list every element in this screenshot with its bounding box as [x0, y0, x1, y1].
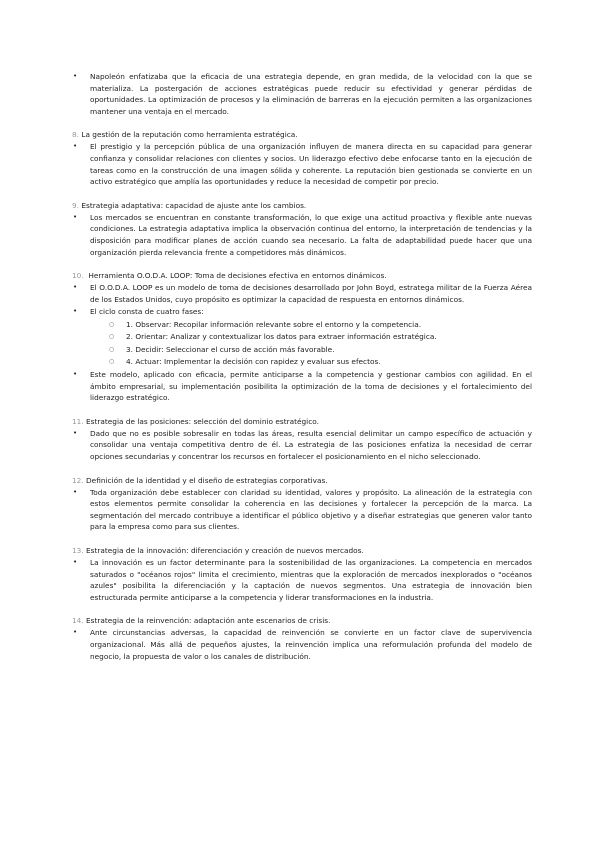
section-title: Definición de la identidad y el diseño de estrategias corporativas.: [86, 475, 328, 485]
bullet-list: [72, 212, 532, 258]
section-11: [72, 416, 532, 463]
bullet-list: [72, 627, 532, 662]
list-item: [73, 306, 532, 368]
sub-bullet-list: [90, 319, 532, 368]
section-number: 8.: [72, 130, 80, 140]
section-title: La gestión de la reputación como herramienta estratégica.: [81, 130, 298, 140]
circle-bullet-icon: ○: [109, 357, 115, 365]
circle-bullet-icon: ○: [109, 345, 115, 353]
section-14: [72, 615, 532, 662]
section-heading: [72, 416, 532, 427]
sub-bullet-text: 2. Orientar: Analizar y contextualizar los datos para extraer información estratégica.: [126, 332, 437, 342]
section-12: [72, 475, 532, 533]
bullet-list: [72, 557, 532, 603]
bullet-text: El O.O.D.A. LOOP es un modelo de toma de decisiones desarrollado por John Boyd, estratega militar de la Fuerza Aérea de los Estados Unidos, cuyo propósito es optimizar la capacidad de respuesta en entornos dinámicos.: [90, 283, 532, 304]
section-8: [72, 129, 532, 187]
bullet-list: [72, 487, 532, 533]
bullet-list: [72, 141, 532, 187]
bullet-text: El ciclo consta de cuatro fases:: [90, 307, 204, 317]
sub-list-item: [109, 331, 532, 343]
section-title: Herramienta O.O.D.A. LOOP: Toma de decisiones efectiva en entornos dinámicos.: [88, 271, 387, 281]
list-item: [73, 71, 532, 117]
section-number: 14.: [72, 616, 84, 626]
bullet-icon: •: [73, 487, 78, 496]
circle-bullet-icon: ○: [109, 320, 115, 328]
list-item: [73, 141, 532, 187]
bullet-text: La innovación es un factor determinante para la sostenibilidad de las organizaciones. La competencia en mercados saturados o "océanos rojos" limita el crecimiento, mientras que la exploración de mercados inexplorados o "océanos azules" posibilita la diferenciación y la captación de nuevos segmentos. Una estrategia de innovación bien estructurada permite anticiparse a la competencia y liderar transformaciones en la industria.: [90, 558, 532, 602]
sub-list-item: [109, 356, 532, 368]
list-item: [73, 428, 532, 463]
list-item: [73, 369, 532, 404]
section-title: Estrategia de la innovación: diferenciación y creación de nuevos mercados.: [86, 546, 364, 556]
section-title: Estrategia de las posiciones: selección del dominio estratégico.: [86, 416, 319, 426]
section-9: [72, 200, 532, 258]
section-title: Estrategia adaptativa: capacidad de ajuste ante los cambios.: [81, 200, 307, 210]
bullet-icon: •: [73, 628, 78, 637]
bullet-text: Napoleón enfatizaba que la eficacia de una estrategia depende, en gran medida, de la velocidad con la que se materializa. La postergación de acciones estratégicas puede reducir su efectividad y generar pérdidas de oportunidades. La optimización de procesos y la eliminación de barreras en la ejecución permiten a las organizaciones mantener una ventaja en el mercado.: [90, 72, 532, 116]
sub-bullet-text: 1. Observar: Recopilar información relevante sobre el entorno y la competencia.: [126, 319, 422, 329]
bullet-text: Dado que no es posible sobresalir en todas las áreas, resulta esencial delimitar un campo específico de actuación y consolidar una ventaja competitiva dentro de él. La estrategia de las posiciones enfatiza la necesidad de cerrar opciones secundarias y concentrar los recursos en fortalecer el posicionamiento en el nicho seleccionado.: [90, 428, 532, 462]
bullet-list: [72, 282, 532, 404]
sub-bullet-text: 4. Actuar: Implementar la decisión con rapidez y evaluar sus efectos.: [126, 356, 381, 366]
bullet-icon: •: [73, 307, 78, 316]
bullet-icon: •: [73, 428, 78, 437]
bullet-icon: •: [73, 142, 78, 151]
section-number: 10.: [72, 271, 84, 281]
sub-bullet-text: 3. Decidir: Seleccionar el curso de acción más favorable.: [126, 344, 335, 354]
section-number: 11.: [72, 416, 84, 426]
bullet-icon: •: [73, 72, 78, 80]
bullet-icon: •: [73, 283, 78, 292]
section-heading: [72, 200, 532, 211]
bullet-text: Toda organización debe establecer con claridad su identidad, valores y propósito. La alineación de la estrategia con estos elementos permite consolidar la coherencia en las decisiones y fortalecer la percepción de la marca. La segmentación del mercado contribuye a identificar el público objetivo y a diseñar estrategias que generen valor tanto para la empresa como para sus clientes.: [90, 487, 532, 532]
intro-list: [72, 71, 532, 117]
bullet-icon: •: [73, 370, 78, 379]
bullet-text: Ante circunstancias adversas, la capacidad de reinvención se convierte en un factor clave de supervivencia organizacional. Más allá de pequeños ajustes, la reinvención implica una reformulación profunda del modelo de negocio, la propuesta de valor o los canales de distribución.: [90, 628, 532, 661]
list-item: [73, 487, 532, 533]
section-heading: [72, 615, 532, 626]
section-13: [72, 545, 532, 603]
section-heading: [72, 270, 532, 281]
bullet-text: El prestigio y la percepción pública de una organización influyen de manera directa en su capacidad para generar confianza y consolidar relaciones con clientes y socios. Un liderazgo efectivo debe enfocarse tanto en la ejecución de tareas como en la construcción de una imagen sólida y coherente. La reputación bien gestionada se convierte en un activo estratégico que amplía las oportunidades y reduce la necesidad de competir por precio.: [90, 142, 532, 187]
section-heading: [72, 475, 532, 486]
section-heading: [72, 545, 532, 556]
section-number: 12.: [72, 475, 84, 485]
section-10: [72, 270, 532, 404]
sub-list-item: [109, 344, 532, 356]
bullet-text: Los mercados se encuentran en constante transformación, lo que exige una actitud proactiva y flexible ante nuevas condiciones. La estrategia adaptativa implica la observación continua del entorno, la interpretación de tendencias y la disposición para modificar planes de acción cuando sea necesario. La falta de adaptabilidad puede hacer que una organización pierda relevancia frente a competidores más dinámicos.: [90, 212, 532, 257]
list-item: [73, 212, 532, 258]
section-number: 13.: [72, 546, 84, 556]
bullet-icon: •: [73, 212, 78, 221]
bullet-icon: •: [73, 558, 78, 567]
list-item: [73, 282, 532, 305]
section-heading: [72, 129, 532, 140]
list-item: [73, 627, 532, 662]
list-item: [73, 557, 532, 603]
section-number: 9.: [72, 200, 80, 210]
bullet-text: Este modelo, aplicado con eficacia, permite anticiparse a la competencia y gestionar cambios con agilidad. En el ámbito empresarial, su implementación posibilita la optimización de la toma de decisiones y el fortalecimiento del liderazgo estratégico.: [90, 370, 532, 403]
circle-bullet-icon: ○: [109, 333, 115, 341]
bullet-list: [72, 428, 532, 463]
sub-list-item: [109, 319, 532, 331]
section-title: Estrategia de la reinvención: adaptación ante escenarios de crisis.: [86, 616, 331, 626]
